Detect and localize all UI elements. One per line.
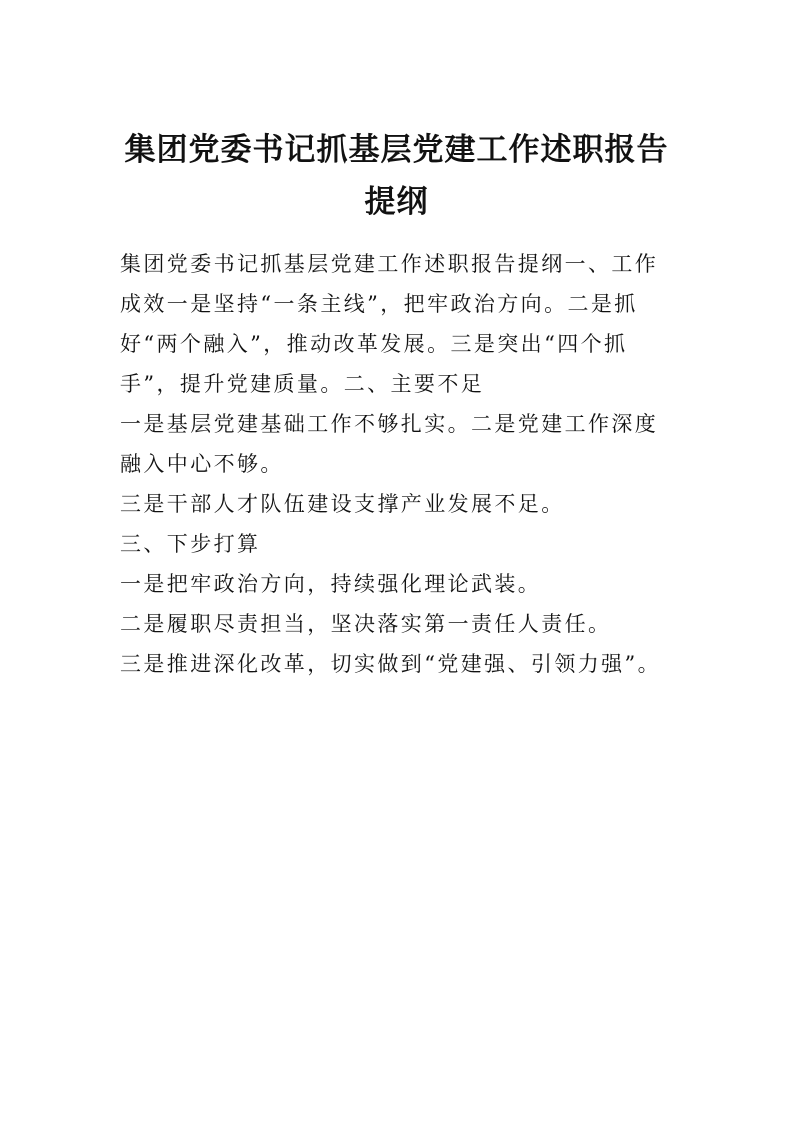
paragraph-shortcomings-2: 三是干部人才队伍建设支撑产业发展不足。 [120, 492, 565, 516]
document-body [120, 244, 672, 684]
paragraph-achievements: 集团党委书记抓基层党建工作述职报告提纲一、工作成效一是坚持“一条主线”，把牢政治方向。二是抓好“两个融入”，推动改革发展。三是突出“四个抓手”，提升党建质量。二、主要不足 [120, 252, 659, 396]
paragraph-next-step-3: 三是推进深化改革，切实做到“党建强、引领力强”。 [120, 652, 662, 676]
section-heading-next-steps: 三、下步打算 [120, 532, 261, 556]
paragraph-next-step-2: 二是履职尽责担当，坚决落实第一责任人责任。 [120, 612, 612, 636]
document-title: 集团党委书记抓基层党建工作述职报告提纲 [124, 132, 669, 220]
paragraph-next-step-1: 一是把牢政治方向，持续强化理论武装。 [120, 572, 542, 596]
paragraph-shortcomings-1: 一是基层党建基础工作不够扎实。二是党建工作深度融入中心不够。 [120, 412, 659, 476]
